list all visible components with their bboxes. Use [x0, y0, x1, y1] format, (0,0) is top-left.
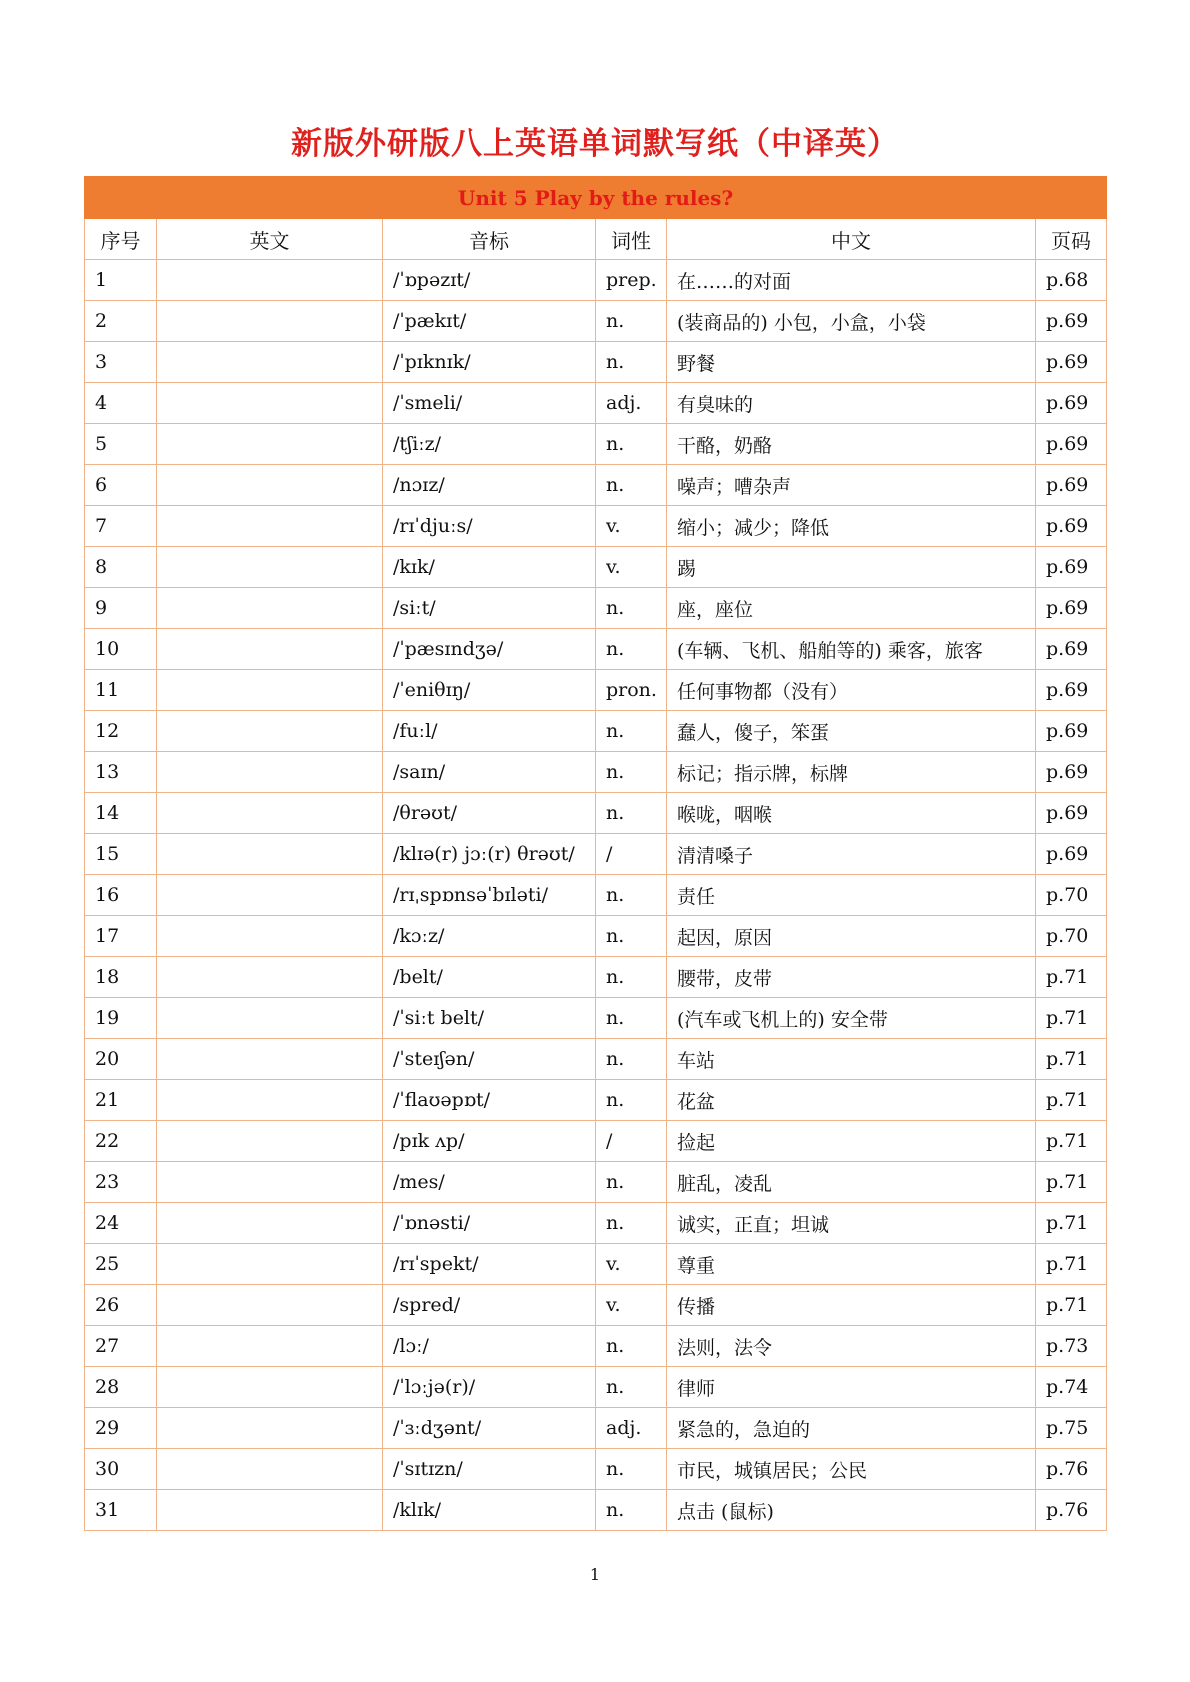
cell-page: p.70	[1036, 875, 1107, 916]
cell-page: p.70	[1036, 916, 1107, 957]
page-title: 新版外研版八上英语单词默写纸（中译英）	[291, 126, 899, 162]
cell-index: 28	[85, 1367, 157, 1408]
cell-index: 14	[85, 793, 157, 834]
cell-chinese: 清清嗓子	[667, 834, 1036, 875]
cell-english-blank[interactable]	[157, 793, 383, 834]
cell-page: p.69	[1036, 465, 1107, 506]
vocab-table	[84, 176, 1107, 1531]
cell-phonetic: /ˈlɔːjə(r)/	[383, 1367, 596, 1408]
cell-index: 5	[85, 424, 157, 465]
table-row	[85, 957, 1107, 998]
cell-phonetic: /lɔː/	[383, 1326, 596, 1367]
cell-chinese: 噪声；嘈杂声	[667, 465, 1036, 506]
cell-phonetic: /kɪk/	[383, 547, 596, 588]
cell-pos: v.	[596, 1285, 667, 1326]
cell-chinese: 脏乱，凌乱	[667, 1162, 1036, 1203]
cell-chinese: (汽车或飞机上的) 安全带	[667, 998, 1036, 1039]
cell-english-blank[interactable]	[157, 957, 383, 998]
cell-english-blank[interactable]	[157, 342, 383, 383]
cell-pos: n.	[596, 301, 667, 342]
cell-pos: v.	[596, 547, 667, 588]
cell-phonetic: /kɔːz/	[383, 916, 596, 957]
cell-pos: n.	[596, 1080, 667, 1121]
cell-phonetic: /ˈpæsɪndʒə/	[383, 629, 596, 670]
header-index: 序号	[85, 219, 157, 260]
cell-chinese: 腰带，皮带	[667, 957, 1036, 998]
page-number: 1	[589, 1565, 601, 1584]
table-row	[85, 793, 1107, 834]
cell-index: 29	[85, 1408, 157, 1449]
cell-index: 12	[85, 711, 157, 752]
table-row	[85, 383, 1107, 424]
cell-chinese: 点击 (鼠标)	[667, 1490, 1036, 1531]
table-row	[85, 1408, 1107, 1449]
cell-page: p.69	[1036, 793, 1107, 834]
cell-index: 1	[85, 260, 157, 301]
cell-english-blank[interactable]	[157, 588, 383, 629]
cell-pos: n.	[596, 1367, 667, 1408]
cell-chinese: (装商品的) 小包，小盒，小袋	[667, 301, 1036, 342]
cell-index: 16	[85, 875, 157, 916]
cell-page: p.75	[1036, 1408, 1107, 1449]
cell-page: p.76	[1036, 1490, 1107, 1531]
cell-page: p.71	[1036, 957, 1107, 998]
cell-page: p.69	[1036, 834, 1107, 875]
table-row	[85, 711, 1107, 752]
cell-chinese: 在……的对面	[667, 260, 1036, 301]
cell-index: 22	[85, 1121, 157, 1162]
cell-phonetic: /spred/	[383, 1285, 596, 1326]
table-row	[85, 998, 1107, 1039]
cell-page: p.69	[1036, 711, 1107, 752]
cell-page: p.71	[1036, 1162, 1107, 1203]
cell-phonetic: /nɔɪz/	[383, 465, 596, 506]
cell-page: p.69	[1036, 752, 1107, 793]
cell-page: p.69	[1036, 588, 1107, 629]
cell-index: 4	[85, 383, 157, 424]
table-row	[85, 629, 1107, 670]
cell-english-blank[interactable]	[157, 670, 383, 711]
cell-page: p.71	[1036, 1039, 1107, 1080]
cell-page: p.69	[1036, 424, 1107, 465]
header-row	[85, 219, 1107, 260]
cell-english-blank[interactable]	[157, 1449, 383, 1490]
cell-english-blank[interactable]	[157, 834, 383, 875]
cell-pos: n.	[596, 588, 667, 629]
cell-phonetic: /ˈpækɪt/	[383, 301, 596, 342]
table-row	[85, 1080, 1107, 1121]
cell-index: 21	[85, 1080, 157, 1121]
cell-chinese: 踢	[667, 547, 1036, 588]
cell-page: p.71	[1036, 1203, 1107, 1244]
cell-index: 11	[85, 670, 157, 711]
unit-title-row	[85, 177, 1107, 219]
cell-chinese: 干酪，奶酪	[667, 424, 1036, 465]
cell-index: 9	[85, 588, 157, 629]
cell-chinese: 诚实，正直；坦诚	[667, 1203, 1036, 1244]
cell-pos: n.	[596, 1203, 667, 1244]
cell-phonetic: /ˈɒnəsti/	[383, 1203, 596, 1244]
table-row	[85, 752, 1107, 793]
cell-pos: n.	[596, 711, 667, 752]
table-row	[85, 1490, 1107, 1531]
cell-english-blank[interactable]	[157, 424, 383, 465]
cell-english-blank[interactable]	[157, 1039, 383, 1080]
cell-phonetic: /tʃiːz/	[383, 424, 596, 465]
cell-page: p.71	[1036, 998, 1107, 1039]
cell-index: 13	[85, 752, 157, 793]
cell-chinese: 市民，城镇居民；公民	[667, 1449, 1036, 1490]
cell-english-blank[interactable]	[157, 916, 383, 957]
cell-english-blank[interactable]	[157, 260, 383, 301]
cell-index: 17	[85, 916, 157, 957]
table-row	[85, 1285, 1107, 1326]
cell-pos: n.	[596, 465, 667, 506]
table-row	[85, 834, 1107, 875]
cell-phonetic: /rɪˈspekt/	[383, 1244, 596, 1285]
cell-phonetic: /klɪk/	[383, 1490, 596, 1531]
cell-english-blank[interactable]	[157, 465, 383, 506]
cell-pos: n.	[596, 1326, 667, 1367]
cell-chinese: 任何事物都（没有）	[667, 670, 1036, 711]
cell-page: p.69	[1036, 547, 1107, 588]
cell-english-blank[interactable]	[157, 1367, 383, 1408]
cell-index: 10	[85, 629, 157, 670]
cell-index: 24	[85, 1203, 157, 1244]
cell-pos: v.	[596, 506, 667, 547]
cell-pos: n.	[596, 342, 667, 383]
cell-english-blank[interactable]	[157, 1285, 383, 1326]
cell-index: 25	[85, 1244, 157, 1285]
cell-page: p.71	[1036, 1121, 1107, 1162]
cell-english-blank[interactable]	[157, 875, 383, 916]
cell-phonetic: /ˈflaʊəpɒt/	[383, 1080, 596, 1121]
table-row	[85, 1162, 1107, 1203]
cell-index: 27	[85, 1326, 157, 1367]
cell-english-blank[interactable]	[157, 629, 383, 670]
cell-pos: adj.	[596, 383, 667, 424]
cell-pos: /	[596, 834, 667, 875]
cell-english-blank[interactable]	[157, 752, 383, 793]
cell-english-blank[interactable]	[157, 711, 383, 752]
cell-phonetic: /rɪˈdjuːs/	[383, 506, 596, 547]
cell-page: p.73	[1036, 1326, 1107, 1367]
cell-index: 15	[85, 834, 157, 875]
header-page: 页码	[1036, 219, 1107, 260]
cell-chinese: 律师	[667, 1367, 1036, 1408]
cell-index: 2	[85, 301, 157, 342]
cell-chinese: 有臭味的	[667, 383, 1036, 424]
cell-english-blank[interactable]	[157, 998, 383, 1039]
cell-pos: n.	[596, 793, 667, 834]
cell-index: 26	[85, 1285, 157, 1326]
table-row	[85, 1449, 1107, 1490]
cell-chinese: 缩小；减少；降低	[667, 506, 1036, 547]
cell-pos: n.	[596, 998, 667, 1039]
cell-page: p.71	[1036, 1244, 1107, 1285]
cell-chinese: (车辆、飞机、船舶等的) 乘客，旅客	[667, 629, 1036, 670]
cell-phonetic: /θrəʊt/	[383, 793, 596, 834]
cell-english-blank[interactable]	[157, 506, 383, 547]
table-row	[85, 506, 1107, 547]
cell-pos: n.	[596, 957, 667, 998]
cell-pos: n.	[596, 916, 667, 957]
cell-chinese: 蠢人，傻子，笨蛋	[667, 711, 1036, 752]
cell-phonetic: /ˈsteɪʃən/	[383, 1039, 596, 1080]
cell-pos: n.	[596, 629, 667, 670]
table-row	[85, 301, 1107, 342]
cell-pos: n.	[596, 424, 667, 465]
cell-english-blank[interactable]	[157, 301, 383, 342]
table-row	[85, 547, 1107, 588]
cell-phonetic: /ˈɜːdʒənt/	[383, 1408, 596, 1449]
cell-phonetic: /rɪˌspɒnsəˈbɪləti/	[383, 875, 596, 916]
cell-pos: n.	[596, 1490, 667, 1531]
cell-chinese: 起因，原因	[667, 916, 1036, 957]
cell-index: 23	[85, 1162, 157, 1203]
cell-english-blank[interactable]	[157, 1408, 383, 1449]
table-row	[85, 465, 1107, 506]
cell-chinese: 座，座位	[667, 588, 1036, 629]
cell-chinese: 紧急的，急迫的	[667, 1408, 1036, 1449]
cell-index: 30	[85, 1449, 157, 1490]
cell-page: p.68	[1036, 260, 1107, 301]
cell-pos: n.	[596, 1449, 667, 1490]
cell-pos: pron.	[596, 670, 667, 711]
cell-phonetic: /ˈeniθɪŋ/	[383, 670, 596, 711]
cell-phonetic: /pɪk ʌp/	[383, 1121, 596, 1162]
table-row	[85, 1326, 1107, 1367]
cell-index: 8	[85, 547, 157, 588]
table-row	[85, 1367, 1107, 1408]
cell-english-blank[interactable]	[157, 1162, 383, 1203]
table-row	[85, 588, 1107, 629]
cell-chinese: 车站	[667, 1039, 1036, 1080]
table-row	[85, 670, 1107, 711]
cell-pos: adj.	[596, 1408, 667, 1449]
table-row	[85, 424, 1107, 465]
cell-phonetic: /mes/	[383, 1162, 596, 1203]
header-phonetic: 音标	[383, 219, 596, 260]
cell-chinese: 野餐	[667, 342, 1036, 383]
cell-english-blank[interactable]	[157, 1490, 383, 1531]
cell-page: p.71	[1036, 1285, 1107, 1326]
cell-english-blank[interactable]	[157, 1121, 383, 1162]
cell-chinese: 花盆	[667, 1080, 1036, 1121]
table-row	[85, 916, 1107, 957]
cell-english-blank[interactable]	[157, 547, 383, 588]
cell-index: 20	[85, 1039, 157, 1080]
cell-index: 6	[85, 465, 157, 506]
table-row	[85, 260, 1107, 301]
cell-phonetic: /klɪə(r) jɔː(r) θrəʊt/	[383, 834, 596, 875]
cell-pos: n.	[596, 752, 667, 793]
cell-page: p.69	[1036, 342, 1107, 383]
table-row	[85, 342, 1107, 383]
header-chinese: 中文	[667, 219, 1036, 260]
cell-chinese: 喉咙，咽喉	[667, 793, 1036, 834]
cell-pos: n.	[596, 1162, 667, 1203]
cell-english-blank[interactable]	[157, 1326, 383, 1367]
cell-pos: /	[596, 1121, 667, 1162]
cell-chinese: 尊重	[667, 1244, 1036, 1285]
cell-page: p.71	[1036, 1080, 1107, 1121]
cell-phonetic: /belt/	[383, 957, 596, 998]
cell-english-blank[interactable]	[157, 383, 383, 424]
cell-pos: n.	[596, 875, 667, 916]
cell-english-blank[interactable]	[157, 1244, 383, 1285]
table-row	[85, 1203, 1107, 1244]
table-row	[85, 1244, 1107, 1285]
cell-phonetic: /siːt/	[383, 588, 596, 629]
table-row	[85, 875, 1107, 916]
cell-phonetic: /fuːl/	[383, 711, 596, 752]
cell-page: p.69	[1036, 301, 1107, 342]
cell-chinese: 责任	[667, 875, 1036, 916]
cell-phonetic: /ˈsiːt belt/	[383, 998, 596, 1039]
cell-chinese: 捡起	[667, 1121, 1036, 1162]
cell-page: p.69	[1036, 670, 1107, 711]
table-row	[85, 1039, 1107, 1080]
cell-english-blank[interactable]	[157, 1080, 383, 1121]
cell-chinese: 传播	[667, 1285, 1036, 1326]
cell-pos: prep.	[596, 260, 667, 301]
cell-index: 7	[85, 506, 157, 547]
cell-index: 19	[85, 998, 157, 1039]
table-row	[85, 1121, 1107, 1162]
cell-phonetic: /ˈɒpəzɪt/	[383, 260, 596, 301]
cell-index: 3	[85, 342, 157, 383]
cell-english-blank[interactable]	[157, 1203, 383, 1244]
cell-pos: n.	[596, 1039, 667, 1080]
cell-index: 31	[85, 1490, 157, 1531]
cell-pos: v.	[596, 1244, 667, 1285]
cell-phonetic: /saɪn/	[383, 752, 596, 793]
cell-page: p.74	[1036, 1367, 1107, 1408]
cell-phonetic: /ˈpɪknɪk/	[383, 342, 596, 383]
cell-index: 18	[85, 957, 157, 998]
cell-chinese: 法则，法令	[667, 1326, 1036, 1367]
header-english: 英文	[157, 219, 383, 260]
cell-page: p.69	[1036, 383, 1107, 424]
cell-phonetic: /ˈsɪtɪzn/	[383, 1449, 596, 1490]
unit-title: Unit 5 Play by the rules?	[85, 177, 1107, 219]
cell-chinese: 标记；指示牌，标牌	[667, 752, 1036, 793]
cell-page: p.69	[1036, 506, 1107, 547]
cell-page: p.69	[1036, 629, 1107, 670]
header-pos: 词性	[596, 219, 667, 260]
cell-phonetic: /ˈsmeli/	[383, 383, 596, 424]
cell-page: p.76	[1036, 1449, 1107, 1490]
